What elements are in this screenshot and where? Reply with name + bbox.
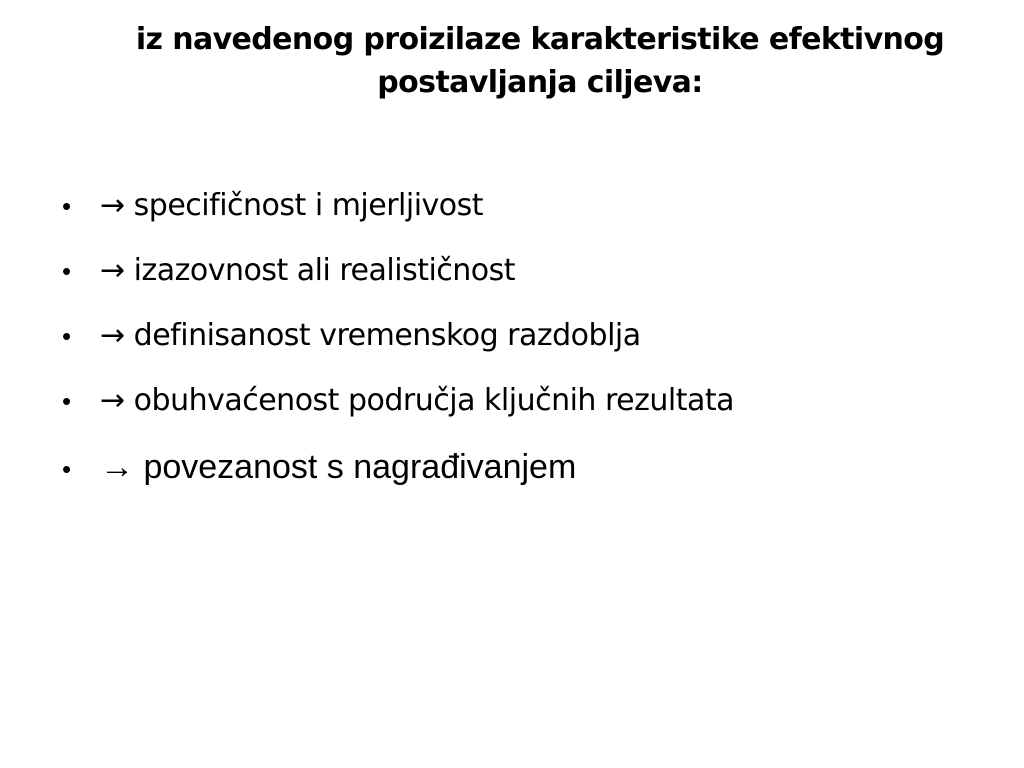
bullet-icon: •	[62, 454, 71, 484]
bullet-icon: •	[62, 386, 71, 416]
bullet-text: → specifičnost i mjerljivost	[100, 188, 484, 223]
bullet-text: → obuhvaćenost područja ključnih rezultata	[100, 383, 734, 418]
list-item	[62, 318, 992, 383]
bullet-text: → izazovnost ali realističnost	[100, 253, 516, 288]
slide-title: iz navedenog proizilaze karakteristike efektivnog postavljanja ciljeva:	[135, 22, 945, 100]
bullet-text: → povezanost s nagrađivanjem	[100, 448, 577, 486]
list-item	[62, 253, 992, 318]
bullet-icon: •	[62, 191, 71, 221]
list-item	[62, 188, 992, 253]
list-item	[62, 383, 992, 448]
list-item	[62, 448, 992, 513]
bullet-list	[62, 188, 992, 513]
bullet-text: → definisanost vremenskog razdoblja	[100, 318, 641, 353]
bullet-icon: •	[62, 256, 71, 286]
bullet-icon: •	[62, 321, 71, 351]
